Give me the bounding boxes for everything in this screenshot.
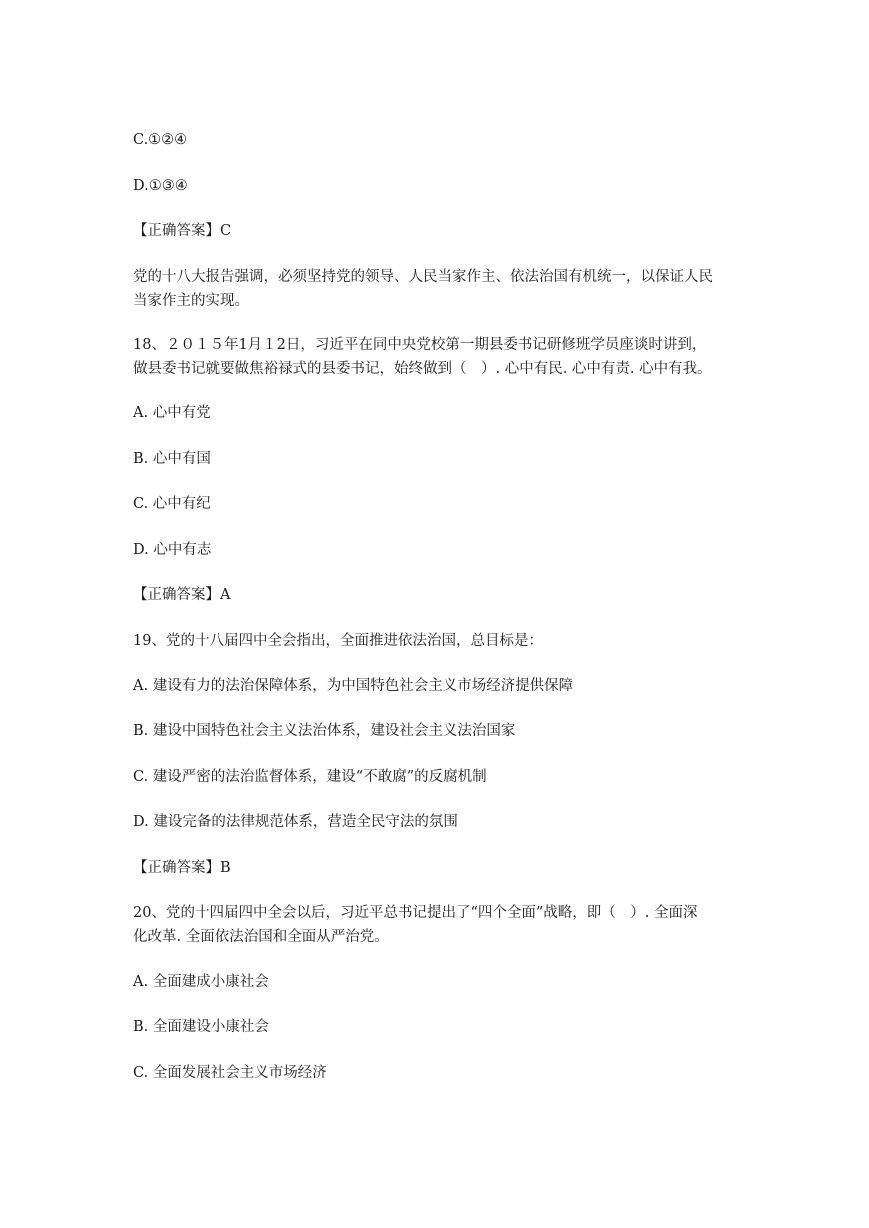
q17-explanation-line-1: 党的十八大报告强调，必须坚持党的领导、人民当家作主、依法治国有机统一，以保证人民 — [133, 269, 713, 285]
q18-answer: 【正确答案】A — [133, 587, 231, 603]
q20-option-b: B. 全面建设小康社会 — [133, 1019, 269, 1035]
q19-answer: 【正确答案】B — [133, 860, 231, 876]
q19-stem: 19、党的十八届四中全会指出，全面推进依法治国，总目标是： — [133, 633, 543, 649]
q17-option-c: C.①②④ — [133, 132, 188, 148]
q20-stem-line-1: 20、党的十四届四中全会以后，习近平总书记提出了“四个全面”战略，即（ ）. 全面深 — [133, 905, 698, 921]
q17-explanation-line-2: 当家作主的实现。 — [133, 293, 249, 309]
q20-stem-line-2: 化改革. 全面依法治国和全面从严治党。 — [133, 929, 389, 945]
q19-option-c: C. 建设严密的法治监督体系，建设“不敢腐”的反腐机制 — [133, 769, 487, 785]
q20-option-a: A. 全面建成小康社会 — [133, 974, 269, 990]
q18-option-d: D. 心中有志 — [133, 542, 212, 558]
q19-option-d: D. 建设完备的法律规范体系，营造全民守法的氛围 — [133, 814, 458, 830]
q18-option-b: B. 心中有国 — [133, 451, 211, 467]
q19-option-b: B. 建设中国特色社会主义法治体系，建设社会主义法治国家 — [133, 723, 516, 739]
q20-option-c: C. 全面发展社会主义市场经济 — [133, 1065, 327, 1081]
q17-answer: 【正确答案】C — [133, 223, 232, 239]
q19-option-a: A. 建设有力的法治保障体系，为中国特色社会主义市场经济提供保障 — [133, 678, 574, 694]
q18-option-c: C. 心中有纪 — [133, 496, 211, 512]
q18-stem-line-1: 18、２０１５年1月１2日，习近平在同中央党校第一期县委书记研修班学员座谈时讲到， — [133, 337, 707, 353]
q18-option-a: A. 心中有党 — [133, 405, 211, 421]
q17-option-d: D.①③④ — [133, 178, 188, 194]
q18-stem-line-2: 做县委书记就要做焦裕禄式的县委书记，始终做到（ ）. 心中有民. 心中有责. 心中有我。 — [133, 361, 712, 377]
